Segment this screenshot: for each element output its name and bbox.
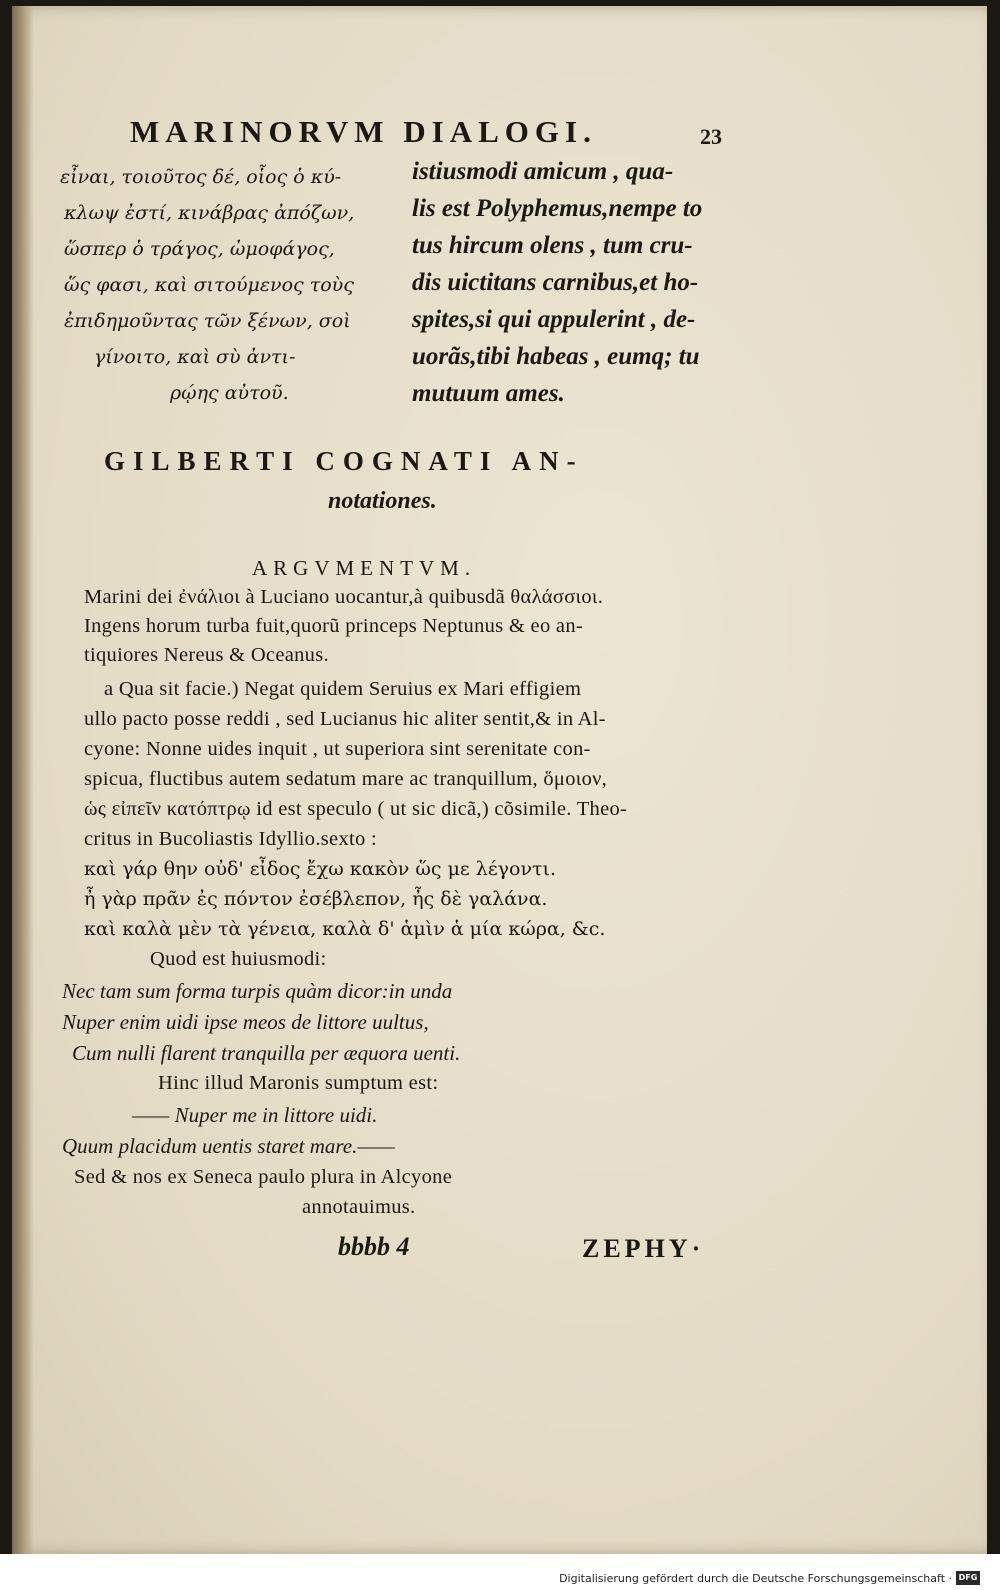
greek-verse-line: καὶ γάρ θην οὐδ' εἶδος ἔχω κακὸν ὥς με λέγοντι. xyxy=(84,858,557,880)
dfg-logo-icon: DFG xyxy=(956,1571,980,1585)
latin-line: dis uictitans carnibus,et ho- xyxy=(412,269,699,296)
latin-verse-line: Nuper enim uidi ipse meos de littore uultus, xyxy=(62,1010,429,1034)
latin-line: mutuum ames. xyxy=(412,380,565,407)
latin-verse-line: Nec tam sum forma turpis quàm dicor:in unda xyxy=(62,979,453,1003)
credit-text: Digitalisierung gefördert durch die Deutsche Forschungsgemeinschaft · xyxy=(559,1572,952,1585)
closing-line: annotauimus. xyxy=(302,1196,416,1218)
greek-line: κλωψ ἐστί, κινάβρας ἀπόζων, xyxy=(64,202,355,224)
greek-verse-line: καὶ καλὰ μὲν τὰ γένεια, καλὰ δ' ἁμὶν ἁ μία κώρα, &c. xyxy=(84,918,606,940)
argumentum-heading: ARGVMENTVM. xyxy=(252,556,477,580)
running-title: MARINORVM DIALOGI. xyxy=(130,114,597,149)
note-line: a Qua sit facie.) Negat quidem Seruius ex Mari effigiem xyxy=(104,678,582,700)
latin-line: tus hircum olens , tum cru- xyxy=(412,232,693,259)
section-heading-continuation: notationes. xyxy=(328,488,437,514)
argument-line: tiquiores Nereus & Oceanus. xyxy=(84,644,329,666)
latin-line: spites,si qui appulerint , de- xyxy=(412,306,696,333)
maro-verse-line: —— Nuper me in littore uidi. xyxy=(132,1103,378,1127)
greek-line: γίνοιτο, καὶ σὺ ἀντι- xyxy=(94,346,296,368)
note-line: spicua, fluctibus autem sedatum mare ac tranquillum, ὅμοιον, xyxy=(84,768,608,790)
maro-verse-line: Quum placidum uentis staret mare.—— xyxy=(62,1134,395,1158)
greek-line: ρῴης αὐτοῦ. xyxy=(170,382,289,404)
hinc-line: Hinc illud Maronis sumptum est: xyxy=(158,1072,439,1094)
latin-line: lis est Polyphemus,nempe to xyxy=(412,195,703,222)
argument-line: Ingens horum turba fuit,quorũ princeps Neptunus & eo an- xyxy=(84,615,584,637)
folio-number: 23 xyxy=(700,124,722,149)
note-line: cyone: Nonne uides inquit , ut superiora sint serenitate con- xyxy=(84,738,591,760)
signature-mark: bbbb 4 xyxy=(338,1232,410,1261)
quod-line: Quod est huiusmodi: xyxy=(150,948,327,970)
section-heading: GILBERTI COGNATI AN- xyxy=(104,446,584,476)
catchword: ZEPHY· xyxy=(582,1234,705,1263)
latin-verse-line: Cum nulli flarent tranquilla per æquora uenti. xyxy=(72,1041,461,1065)
note-line: ullo pacto posse reddi , sed Lucianus hic aliter sentit,& in Al- xyxy=(84,708,606,730)
greek-verse-line: ἦ γὰρ πρᾶν ἐς πόντον ἐσέβλεπον, ἦς δὲ γαλάνα. xyxy=(84,888,548,910)
greek-line: εἶναι, τοιοῦτος δέ, οἷος ὁ κύ- xyxy=(60,166,342,188)
latin-line: uorãs,tibi habeas , eumq; tu xyxy=(412,343,700,370)
page-gutter xyxy=(12,6,34,1554)
greek-line: ὥς φασι, καὶ σιτούμενος τοὺς xyxy=(64,274,354,296)
greek-line: ὥσπερ ὁ τράγος, ὠμοφάγος, xyxy=(64,238,335,260)
note-line: ὡς εἰπεῖν κατόπτρῳ id est speculo ( ut sic dicã,) cõsimile. Theo- xyxy=(84,798,628,820)
latin-line: istiusmodi amicum , qua- xyxy=(412,158,674,185)
argument-line: Marini dei ἐνάλιοι à Luciano uocantur,à quibusdã θαλάσσιοι. xyxy=(84,586,604,608)
book-page xyxy=(12,6,987,1554)
closing-line: Sed & nos ex Seneca paulo plura in Alcyone xyxy=(74,1166,453,1188)
note-line: critus in Bucoliastis Idyllio.sexto : xyxy=(84,828,377,850)
greek-line: ἐπιδημοῦντας τῶν ξένων, σοὶ xyxy=(64,310,351,332)
